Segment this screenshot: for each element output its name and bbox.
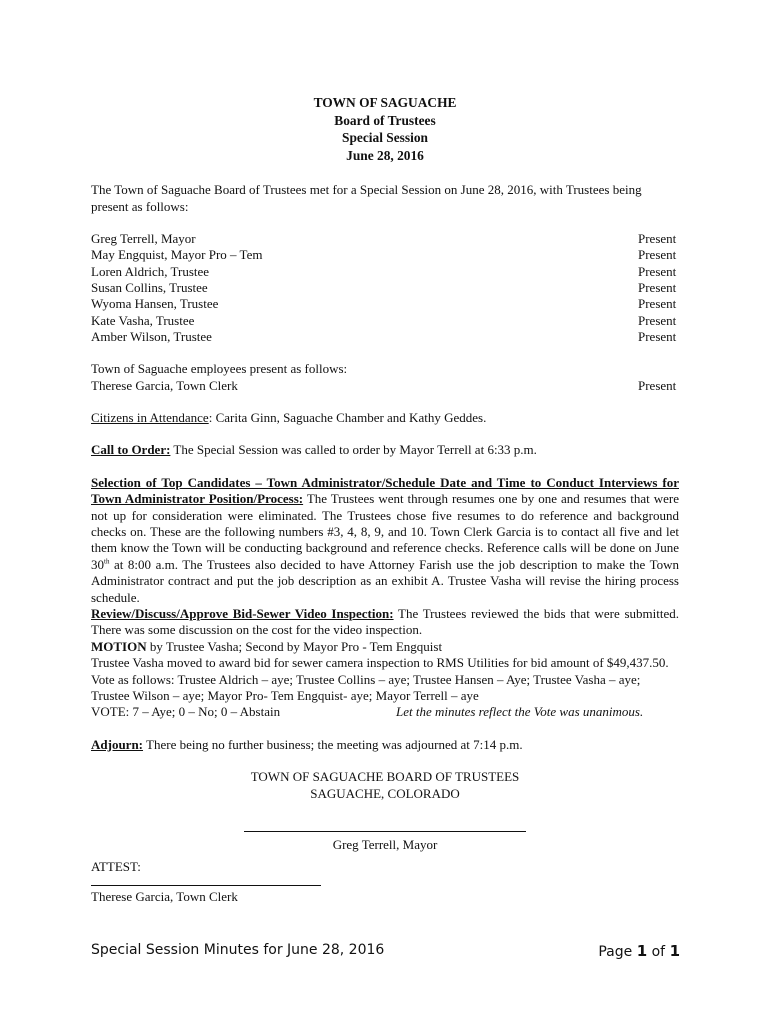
vote-line (91, 704, 679, 720)
call-to-order-paragraph (91, 442, 679, 458)
heading-board: Board of Trustees (334, 112, 436, 128)
roster-row (91, 247, 679, 263)
review-label: Review/Discuss/Approve Bid-Sewer Video Inspection: (91, 606, 394, 622)
roster-status: Present (638, 263, 677, 279)
document-heading (91, 94, 679, 164)
closing-block (91, 769, 679, 802)
attest-label: ATTEST: (91, 858, 141, 874)
motion-text: by Trustee Vasha; Second by Mayor Pro - Tem Engquist (146, 638, 443, 654)
heading-session: Special Session (342, 130, 428, 146)
mayor-signature-block (91, 820, 679, 853)
citizens-text: : Carita Ginn, Saguache Chamber and Kathy Geddes. (208, 409, 487, 425)
page-total: 1 (669, 942, 680, 960)
roster-name: Wyoma Hansen, Trustee (91, 296, 219, 312)
vote-detail-paragraph: Vote as follows: Trustee Aldrich – aye; Trustee Collins – aye; Trustee Hansen – Aye; Trustee Vasha – aye; Trustee Wilson – aye; Mayor Pro- Tem Engquist- aye; Mayor Terrell – aye (91, 671, 641, 704)
adjourn-text: There being no further business; the meeting was adjourned at 7:14 p.m. (143, 736, 523, 752)
employee-name: Therese Garcia, Town Clerk (91, 377, 238, 393)
page-word: Page (598, 944, 633, 960)
motion-label: MOTION (91, 638, 147, 654)
trustee-roster (91, 231, 679, 345)
intro-paragraph: The Town of Saguache Board of Trustees met for a Special Session on June 28, 2016, with Trustees being present as follows: (91, 182, 642, 214)
signature-line (244, 823, 526, 832)
employees-heading: Town of Saguache employees present as follows: (91, 361, 348, 377)
selection-text-1: The Trustees went through resumes one by one and resumes that were not up for consideration were eliminated. The Trustees chose five resumes to do reference and background checks on. These are the following numbers #3, 4, 8, 9, and 10. Town Clerk Garcia is to contact all five and let them know the Town will be conducting background and reference checks. Reference calls will be done on June 30 (91, 491, 679, 572)
vote-note: Let the minutes reflect the Vote was unanimous. (396, 704, 644, 720)
roster-name: May Engquist, Mayor Pro – Tem (91, 247, 263, 263)
roster-row (91, 231, 679, 247)
adjourn-label: Adjourn: (91, 736, 144, 752)
roster-row (91, 329, 679, 345)
attest-block (91, 859, 679, 906)
selection-text-2: at 8:00 a.m. The Trustees also decided to have Attorney Farish use the job description to make the Town Administrator contract and put the job description as an exhibit A. Trustee Vasha will revise the hiring process schedule. (91, 556, 679, 605)
citizens-paragraph (91, 410, 679, 426)
closing-board: TOWN OF SAGUACHE BOARD OF TRUSTEES (250, 769, 520, 785)
vote-result: VOTE: 7 – Aye; 0 – No; 0 – Abstain (91, 704, 281, 720)
selection-label: Selection of Top Candidates – Town Administrator/Schedule Date and Time to Conduct Interviews for Town Administrator Position/Process: (91, 474, 679, 507)
roster-name: Loren Aldrich, Trustee (91, 263, 210, 279)
of-word: of (651, 944, 666, 960)
roster-status: Present (638, 247, 677, 263)
roster-status: Present (638, 328, 677, 344)
employee-status: Present (638, 377, 677, 393)
roster-status: Present (638, 280, 677, 296)
award-paragraph: Trustee Vasha moved to award bid for sewer camera inspection to RMS Utilities for bid amount of $49,437.50. (91, 655, 669, 671)
roster-status: Present (638, 296, 677, 312)
page-number (598, 942, 680, 960)
roster-name: Amber Wilson, Trustee (91, 328, 212, 344)
roster-row (91, 313, 679, 329)
minutes-body (91, 94, 679, 906)
attest-signature-line (91, 875, 321, 886)
selection-paragraph (91, 475, 679, 606)
employee-row (91, 378, 679, 394)
roster-name: Susan Collins, Trustee (91, 280, 208, 296)
selection-superscript: th (104, 557, 110, 566)
adjourn-paragraph (91, 737, 679, 753)
heading-town: TOWN OF SAGUACHE (313, 95, 457, 110)
heading-date: June 28, 2016 (346, 147, 424, 163)
page-current: 1 (636, 942, 648, 960)
clerk-name: Therese Garcia, Town Clerk (91, 889, 238, 905)
citizens-label: Citizens in Attendance (91, 409, 209, 425)
motion-paragraph (91, 639, 679, 655)
call-to-order-text: The Special Session was called to order by Mayor Terrell at 6:33 p.m. (170, 442, 537, 458)
page-footer (91, 942, 680, 960)
employees-section (91, 361, 679, 394)
roster-row (91, 296, 679, 312)
roster-name: Kate Vasha, Trustee (91, 312, 195, 328)
call-to-order-label: Call to Order: (91, 442, 171, 458)
review-paragraph (91, 606, 679, 639)
roster-status: Present (638, 231, 677, 247)
roster-row (91, 264, 679, 280)
roster-status: Present (638, 312, 677, 328)
mayor-name: Greg Terrell, Mayor (332, 836, 438, 852)
review-text: The Trustees reviewed the bids that were submitted. There was some discussion on the cost for the video inspection. (91, 606, 679, 638)
roster-name: Greg Terrell, Mayor (91, 231, 196, 247)
roster-row (91, 280, 679, 296)
footer-title: Special Session Minutes for June 28, 2016 (91, 942, 385, 958)
closing-location: SAGUACHE, COLORADO (310, 785, 460, 801)
